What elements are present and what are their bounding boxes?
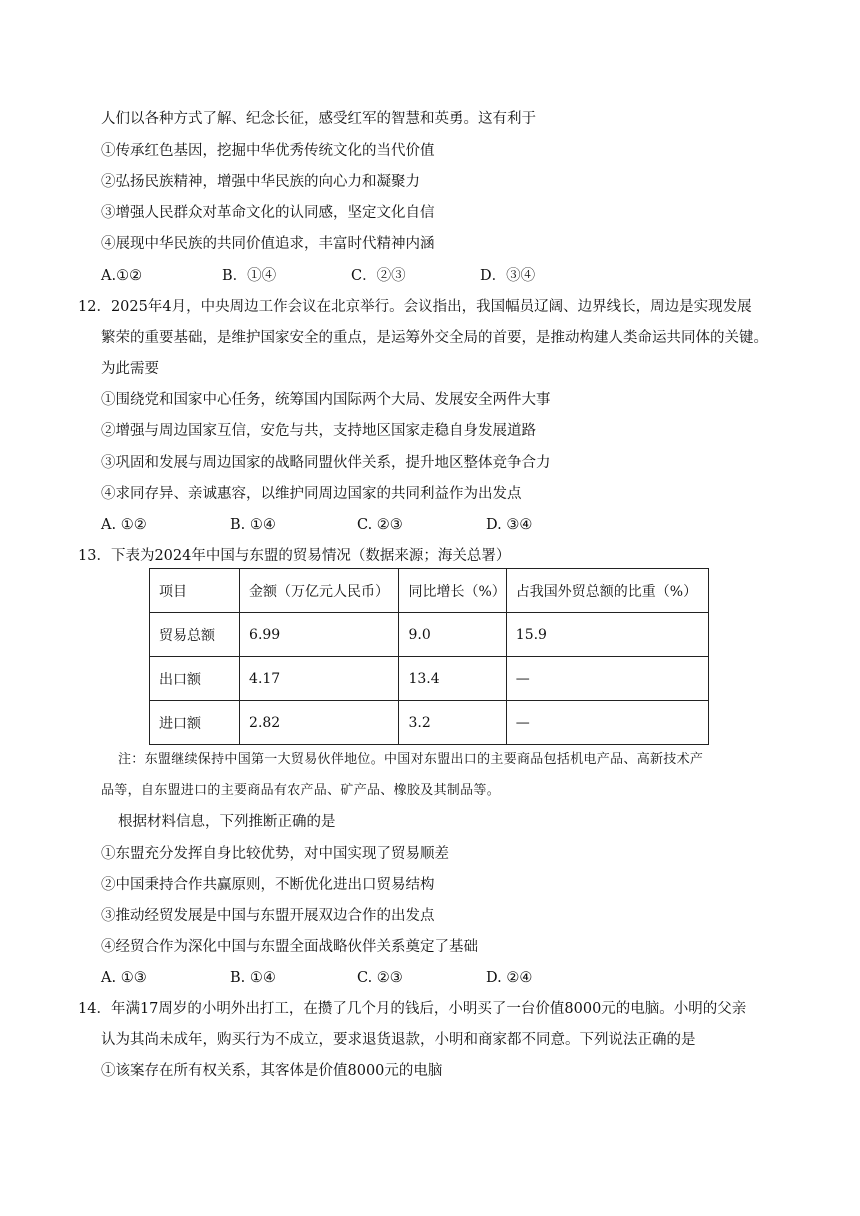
q13-item-1: ①东盟充分发挥自身比较优势，对中国实现了贸易顺差: [101, 846, 449, 862]
q13-option-c: C. ②③: [357, 970, 403, 986]
q13-prompt: 根据材料信息，下列推断正确的是: [118, 814, 336, 830]
q11-item-3: ③增强人民群众对革命文化的认同感，坚定文化自信: [101, 205, 435, 221]
table-cell: 9.0: [399, 613, 506, 657]
q13-item-4: ④经贸合作为深化中国与东盟全面战略伙伴关系奠定了基础: [101, 939, 478, 955]
q11-option-c: C．②③: [351, 268, 406, 284]
q12-item-3: ③巩固和发展与周边国家的战略同盟伙伴关系，提升地区整体竞争合力: [101, 455, 551, 471]
trade-table: [149, 568, 709, 745]
table-header-cell: 占我国外贸总额的比重（%）: [506, 569, 708, 613]
table-header-row: [150, 569, 709, 613]
q13-item-2: ②中国秉持合作共赢原则，不断优化进出口贸易结构: [101, 877, 435, 893]
q11-option-d: D．③④: [480, 268, 536, 284]
q12-item-4: ④求同存异、亲诚惠容，以维护同周边国家的共同利益作为出发点: [101, 486, 522, 502]
q11-stem: 人们以各种方式了解、纪念长征，感受红军的智慧和英勇。这有利于: [101, 111, 536, 127]
q13-note-line-1: 注：东盟继续保持中国第一大贸易伙伴地位。中国对东盟出口的主要商品包括机电产品、高新技术产: [118, 752, 704, 767]
table-row: [150, 657, 709, 701]
table-cell: —: [506, 657, 708, 701]
q13-option-b: B. ①④: [230, 970, 276, 986]
table-cell: 进口额: [150, 701, 240, 745]
q11-item-2: ②弘扬民族精神，增强中华民族的向心力和凝聚力: [101, 174, 420, 190]
table-header-cell: 项目: [150, 569, 240, 613]
table-cell: 13.4: [399, 657, 506, 701]
q12-item-1: ①围绕党和国家中心任务，统筹国内国际两个大局、发展安全两件大事: [101, 392, 551, 408]
q12-item-2: ②增强与周边国家互信，安危与共，支持地区国家走稳自身发展道路: [101, 423, 536, 439]
q11-option-a: A.①②: [101, 268, 143, 284]
q12-stem-line-2: 繁荣的重要基础，是维护国家安全的重点，是运筹外交全局的首要，是推动构建人类命运共同体的关键。: [101, 330, 768, 346]
q11-option-b: B．①④: [222, 268, 277, 284]
q14-item-1: ①该案存在所有权关系，其客体是价值8000元的电脑: [101, 1063, 443, 1079]
q14-stem-line-1: 14．年满17周岁的小明外出打工，在攒了几个月的钱后，小明买了一台价值8000元的电脑。小明的父亲: [78, 1001, 747, 1017]
table-row: [150, 613, 709, 657]
table-header-cell: 同比增长（%）: [399, 569, 506, 613]
table-cell: 15.9: [506, 613, 708, 657]
table-cell: —: [506, 701, 708, 745]
table-cell: 6.99: [240, 613, 399, 657]
q14-stem-line-2: 认为其尚未成年，购买行为不成立，要求退货退款，小明和商家都不同意。下列说法正确的是: [101, 1032, 696, 1048]
q12-option-d: D. ③④: [486, 517, 533, 533]
q13-note-line-2: 品等，自东盟进口的主要商品有农产品、矿产品、橡胶及其制品等。: [101, 783, 501, 798]
q11-item-4: ④展现中华民族的共同价值追求，丰富时代精神内涵: [101, 236, 435, 252]
q11-item-1: ①传承红色基因，挖掘中华优秀传统文化的当代价值: [101, 143, 435, 159]
table-row: [150, 701, 709, 745]
q13-item-3: ③推动经贸发展是中国与东盟开展双边合作的出发点: [101, 908, 435, 924]
q13-stem: 13．下表为2024年中国与东盟的贸易情况（数据来源；海关总署）: [78, 548, 511, 564]
q12-option-b: B. ①④: [230, 517, 276, 533]
q12-stem-line-3: 为此需要: [101, 361, 159, 377]
q12-option-a: A. ①②: [101, 517, 147, 533]
table-cell: 3.2: [399, 701, 506, 745]
q12-stem-line-1: 12．2025年4月，中央周边工作会议在北京举行。会议指出，我国幅员辽阔、边界线长，周边是实现发展: [78, 299, 752, 315]
table-cell: 2.82: [240, 701, 399, 745]
table-cell: 贸易总额: [150, 613, 240, 657]
table-cell: 4.17: [240, 657, 399, 701]
table-cell: 出口额: [150, 657, 240, 701]
q13-option-a: A. ①③: [101, 970, 147, 986]
table-header-cell: 金额（万亿元人民币）: [240, 569, 399, 613]
q13-option-d: D. ②④: [486, 970, 533, 986]
q12-option-c: C. ②③: [357, 517, 403, 533]
